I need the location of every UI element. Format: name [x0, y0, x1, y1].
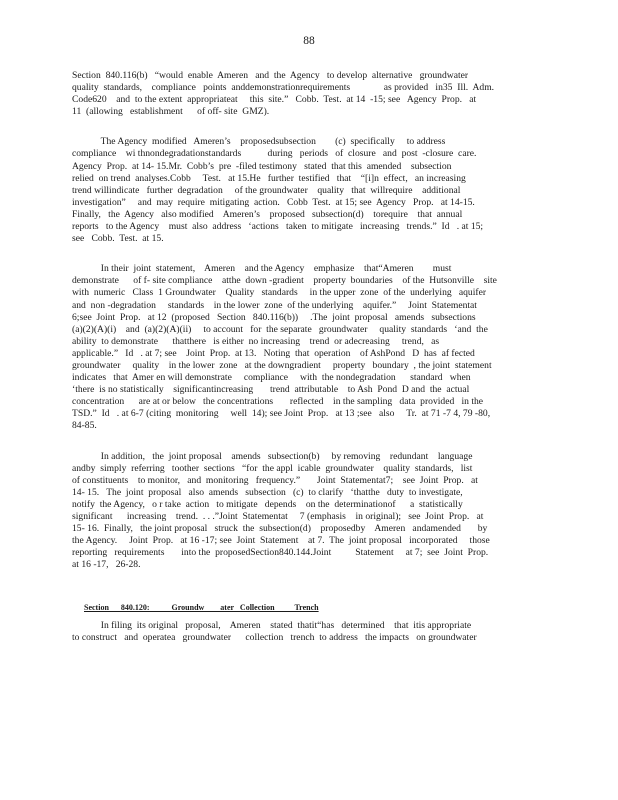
text-line: trend willindicate further degradation of the groundwater quality that willrequire additional [72, 184, 461, 196]
text-line: and non -degradation standards in the lower zone of the underlying aquifer.” Joint Statementat [72, 299, 477, 311]
text-line: andby simply referring toother sections “for the appl icable groundwater quality standards, list [72, 462, 473, 474]
text-line: Finally, the Agency also modified Ameren’s proposed subsection(d) torequire that annual [72, 208, 463, 220]
text-line: ‘there is no statistically significantincreasing trend attributable to Ash Pond D and the actual [72, 384, 470, 396]
text-line: see Cobb. Test. at 15. [72, 233, 164, 245]
paragraph-5 [72, 620, 532, 644]
text-line: reports to the Agency must also address ‘actions taken to mitigate increasing trends.” Id . at 15; [72, 221, 484, 233]
text-line: with numeric Class 1 Groundwater Quality standards in the upper zone of the underlying aquifer [72, 287, 487, 299]
text-line: ability to demonstrate thatthere is either no increasing trend or adecreasing trend, as [72, 335, 440, 347]
text-line: the Agency. Joint Prop. at 16 -17; see Joint Statement at 7. The joint proposal incorporated those [72, 535, 490, 547]
text-line: In addition, the joint proposal amends subsection(b) by removing redundant language [72, 450, 473, 462]
text-line: applicable.” Id . at 7; see Joint Prop. at 13. Noting that operation of AshPond D has af fected [72, 347, 475, 359]
text-line: TSD.” Id . at 6-7 (citing monitoring well 14); see Joint Prop. at 13 ;see also Tr. at 71 -7 4, 79 -80, [72, 408, 491, 420]
text-line: to construct and operatea groundwater collection trench to address the impacts on groundwater [72, 631, 477, 643]
page-number: 88 [303, 35, 315, 47]
text-line: concentration are at or below the concentrations reflected in the sampling data provided in the [72, 396, 484, 408]
text-line: Section 840.116(b) “would enable Ameren and the Agency to develop alternative groundwater [72, 70, 469, 81]
text-line: significant increasing trend. . . .”Joint Statementat 7 (emphasis in original); see Joint Prop. at [72, 511, 484, 522]
text-line: indicates that Amer en will demonstrate compliance with the nondegradation standard when [72, 372, 471, 384]
text-line: Code620 and to the extent appropriateat this site.” Cobb. Test. at 14 -15; see Agency Prop. at [72, 94, 477, 106]
text-line: quality standards, compliance points anddemonstrationrequirements as provided in35 Ill. Adm. [72, 82, 495, 94]
paragraph-2 [72, 136, 532, 245]
paragraph-3 [72, 263, 532, 432]
text-line: (a)(2)(A)(i) and (a)(2)(A)(ii) to account for the separate groundwater quality standards ‘and the [72, 323, 488, 335]
text-line: compliance wi thnondegradationstandards during periods of closure and post -closure care. [72, 148, 477, 160]
text-line: demonstrate of f- site compliance atthe down -gradient property boundaries of the Hutsonville site [72, 275, 497, 287]
text-line: relied on trend analyses.Cobb Test. at 15.He further testified that “[i]n effect, an increasing [72, 172, 466, 184]
text-line: 84-85. [72, 420, 97, 432]
text-line: reporting requirements into the proposedSection840.144.Joint Statement at 7; see Joint Prop. [72, 547, 489, 559]
text-line: at 16 -17, 26-28. [72, 559, 141, 571]
text-line: In their joint statement, Ameren and the Agency emphasize that“Ameren must [72, 263, 452, 275]
paragraph-4 [72, 451, 532, 572]
text-line: notify the Agency, o r take action to mitigate depends on the determinationof a statistically [72, 498, 463, 510]
text-line: 6;see Joint Prop. at 12 (proposed Section 840.116(b)) .The joint proposal amends subsections [72, 311, 476, 323]
text-line: The Agency modified Ameren’s proposedsubsection (c) specifically to address [72, 136, 446, 148]
text-line: 15- 16. Finally, the joint proposal struck the subsection(d) proposedby Ameren andamended by [72, 523, 488, 535]
section-heading-text: Section 840.120: Groundw ater Collection Trench [84, 602, 319, 612]
text-line: In filing its original proposal, Ameren stated thatit“has determined that itis appropriate [72, 619, 472, 631]
text-line: 11 (allowing establishment of off- site GMZ). [72, 106, 270, 118]
section-heading [72, 589, 532, 612]
paragraph-1 [72, 70, 532, 118]
text-line: groundwater quality in the lower zone at the downgradient property boundary , the joint statement [72, 359, 492, 371]
text-line: Agency Prop. at 14- 15.Mr. Cobb’s pre -filed testimony stated that this amended subsection [72, 160, 452, 172]
text-line: of constituents to monitor, and monitoring frequency.” Joint Statementat7; see Joint Prop. at [72, 474, 478, 486]
text-line: 14- 15. The joint proposal also amends subsection (c) to clarify ‘thatthe duty to investigate, [72, 486, 463, 498]
body-text [72, 70, 532, 644]
text-line: investigation” and may require mitigating action. Cobb Test. at 15; see Agency Prop. at 14-15. [72, 196, 475, 208]
